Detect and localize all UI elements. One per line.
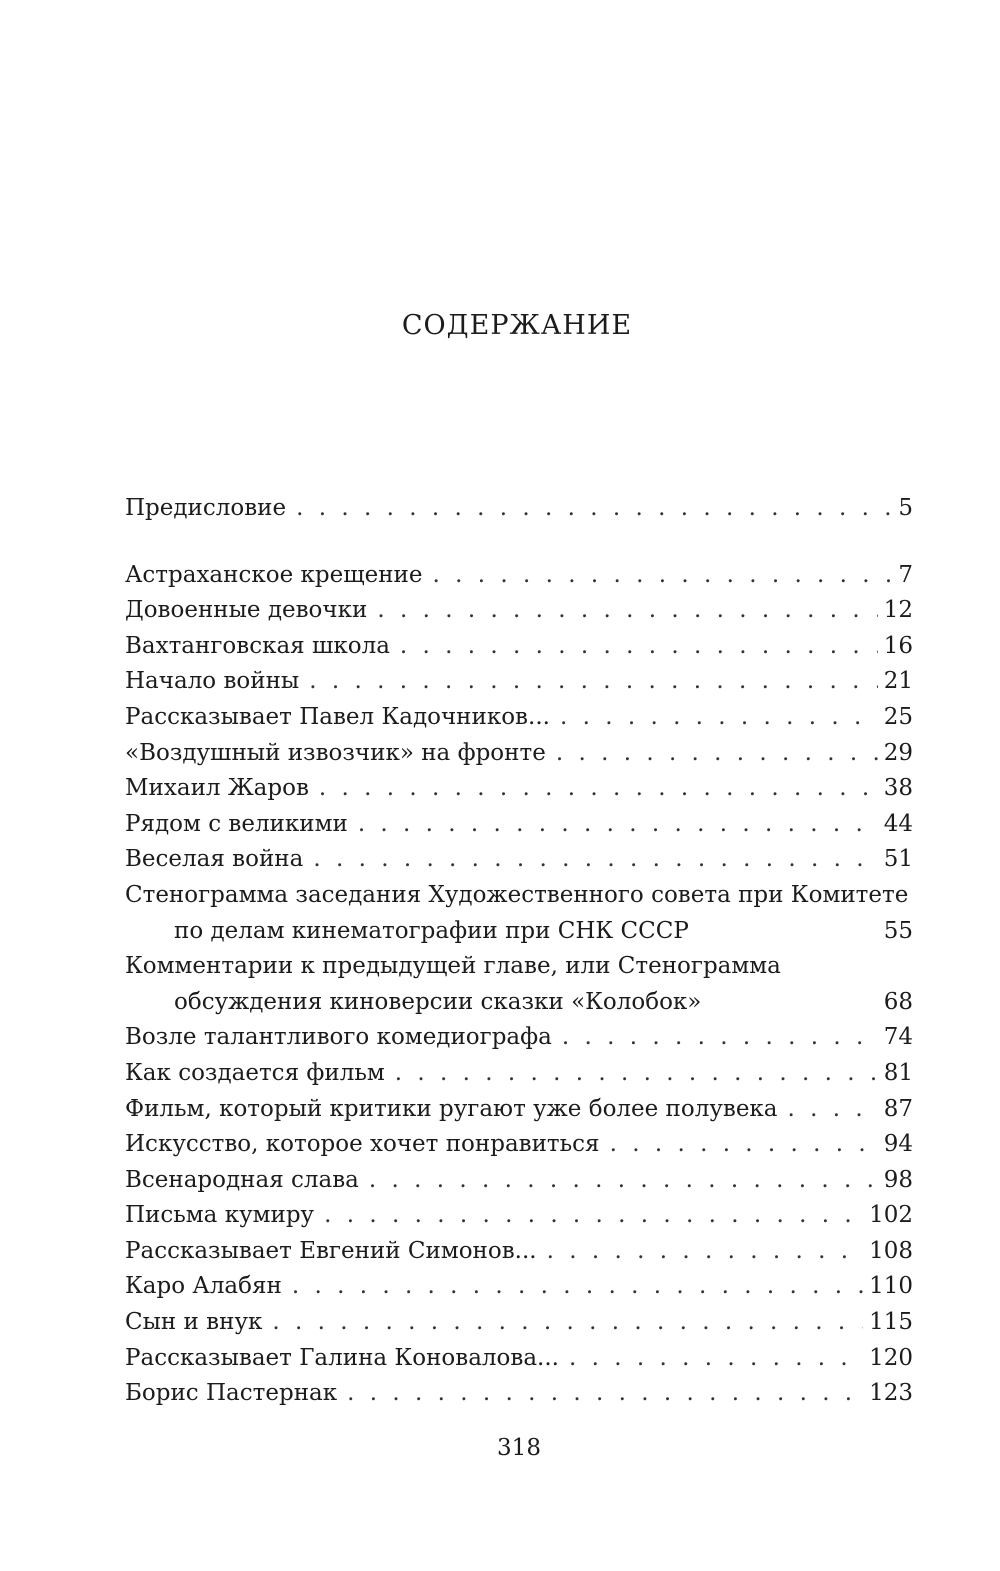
toc-entry-title: Астраханское крещение <box>125 561 423 588</box>
toc-entry-page: 123 <box>869 1380 913 1407</box>
dot-leader <box>292 1269 863 1305</box>
toc-entry <box>125 1127 913 1163</box>
toc-entry-page: 16 <box>883 632 913 659</box>
toc-entry <box>125 491 913 527</box>
dot-leader <box>347 1376 863 1412</box>
toc-entry <box>125 1305 913 1341</box>
toc-entry-page: 115 <box>869 1309 913 1336</box>
toc-entry-title: «Воздушный извозчик» на фронте <box>125 739 546 766</box>
toc-entry-title: Как создается фильм <box>125 1059 385 1086</box>
toc-entry-title: Михаил Жаров <box>125 775 309 802</box>
dot-leader <box>272 1305 863 1341</box>
toc-entry-page: 7 <box>898 561 913 588</box>
toc-entry <box>125 1056 913 1092</box>
toc-entry <box>125 700 913 736</box>
toc-entry <box>125 1234 913 1270</box>
toc-entry-title: Рассказывает Павел Кадочников... <box>125 703 550 730</box>
dot-leader <box>569 1341 863 1377</box>
dot-leader <box>313 842 877 878</box>
toc-entry-page: 38 <box>883 775 913 802</box>
toc-entry-page: 12 <box>883 597 913 624</box>
toc-entry <box>125 1092 913 1128</box>
toc-entry-page: 44 <box>883 810 913 837</box>
toc-entry-title: Рассказывает Евгений Симонов... <box>125 1237 537 1264</box>
toc-entry <box>125 664 913 700</box>
toc-entry-title: Рядом с великими <box>125 810 348 837</box>
toc-entry <box>125 558 913 594</box>
toc-entry <box>125 1269 913 1305</box>
dot-leader <box>547 1234 863 1270</box>
toc-entry-title: Рассказывает Галина Коновалова... <box>125 1344 559 1371</box>
toc-entry-page: 108 <box>869 1237 913 1264</box>
toc-entry <box>125 949 913 1020</box>
dot-leader <box>556 736 878 772</box>
dot-leader <box>400 629 878 665</box>
toc-entry-title-line2: обсуждения киноверсии сказки «Колобок» <box>174 988 702 1015</box>
toc-entry-title: Фильм, который критики ругают уже более полувека <box>125 1095 778 1122</box>
toc-entry-page: 29 <box>883 739 913 766</box>
toc-entry-title-line1: Стенограмма заседания Художественного совета при Комитете <box>125 881 909 908</box>
dot-leader <box>395 1056 878 1092</box>
toc-entry-page: 74 <box>883 1024 913 1051</box>
toc-entry <box>125 878 913 949</box>
dot-leader <box>432 558 892 594</box>
toc-entry-page: 81 <box>883 1059 913 1086</box>
page-title: СОДЕРЖАНИЕ <box>401 310 633 341</box>
toc-entry <box>125 1198 913 1234</box>
toc-entry-page: 94 <box>883 1131 913 1158</box>
toc-entry-title: Вахтанговская школа <box>125 632 390 659</box>
toc-entry-page: 110 <box>869 1273 913 1300</box>
toc-entry <box>125 593 913 629</box>
table-of-contents <box>125 491 913 1412</box>
toc-entry <box>125 842 913 878</box>
toc-entry <box>125 629 913 665</box>
toc-entry-title: Каро Алабян <box>125 1273 282 1300</box>
toc-entry <box>125 1376 913 1412</box>
toc-entry <box>125 1020 913 1056</box>
toc-entry-page: 25 <box>883 703 913 730</box>
toc-entry-page: 68 <box>883 988 913 1015</box>
dot-leader <box>377 593 877 629</box>
toc-entry-title: Предисловие <box>125 495 287 521</box>
dot-leader <box>788 1092 878 1128</box>
toc-entry <box>125 807 913 843</box>
toc-entry-title: Письма кумиру <box>125 1202 315 1229</box>
dot-leader <box>324 1198 863 1234</box>
toc-entry-title: Начало войны <box>125 668 300 695</box>
toc-entry-title-line1: Комментарии к предыдущей главе, или Стенограмма <box>125 953 781 980</box>
toc-entry-page: 51 <box>883 846 913 873</box>
toc-entry <box>125 1341 913 1377</box>
toc-entry-page: 5 <box>898 495 913 521</box>
toc-entry <box>125 736 913 772</box>
dot-leader <box>562 1020 878 1056</box>
toc-entry <box>125 1163 913 1199</box>
toc-entry-title: Довоенные девочки <box>125 597 368 624</box>
dot-leader <box>309 664 878 700</box>
dot-leader <box>369 1163 878 1199</box>
toc-entry-title: Борис Пастернак <box>125 1380 338 1407</box>
dot-leader <box>296 491 892 527</box>
toc-entry-title: Сын и внук <box>125 1309 263 1336</box>
toc-entry <box>125 771 913 807</box>
toc-entry-title-line2: по делам кинематографии при СНК СССР <box>174 917 689 944</box>
dot-leader <box>560 700 878 736</box>
toc-entry-title: Всенародная слава <box>125 1166 359 1193</box>
toc-entry-title: Возле талантливого комедиографа <box>125 1024 552 1051</box>
toc-entry-title: Веселая война <box>125 846 304 873</box>
page-number: 318 <box>497 1435 541 1461</box>
toc-entry-page: 55 <box>883 917 913 944</box>
toc-entry-page: 120 <box>869 1344 913 1371</box>
dot-leader <box>319 771 878 807</box>
toc-entry-title: Искусство, которое хочет понравиться <box>125 1131 600 1158</box>
toc-entry-page: 21 <box>883 668 913 695</box>
dot-leader <box>610 1127 878 1163</box>
dot-leader <box>358 807 878 843</box>
toc-entry-page: 87 <box>883 1095 913 1122</box>
toc-entry-page: 102 <box>869 1202 913 1229</box>
toc-entry-page: 98 <box>883 1166 913 1193</box>
